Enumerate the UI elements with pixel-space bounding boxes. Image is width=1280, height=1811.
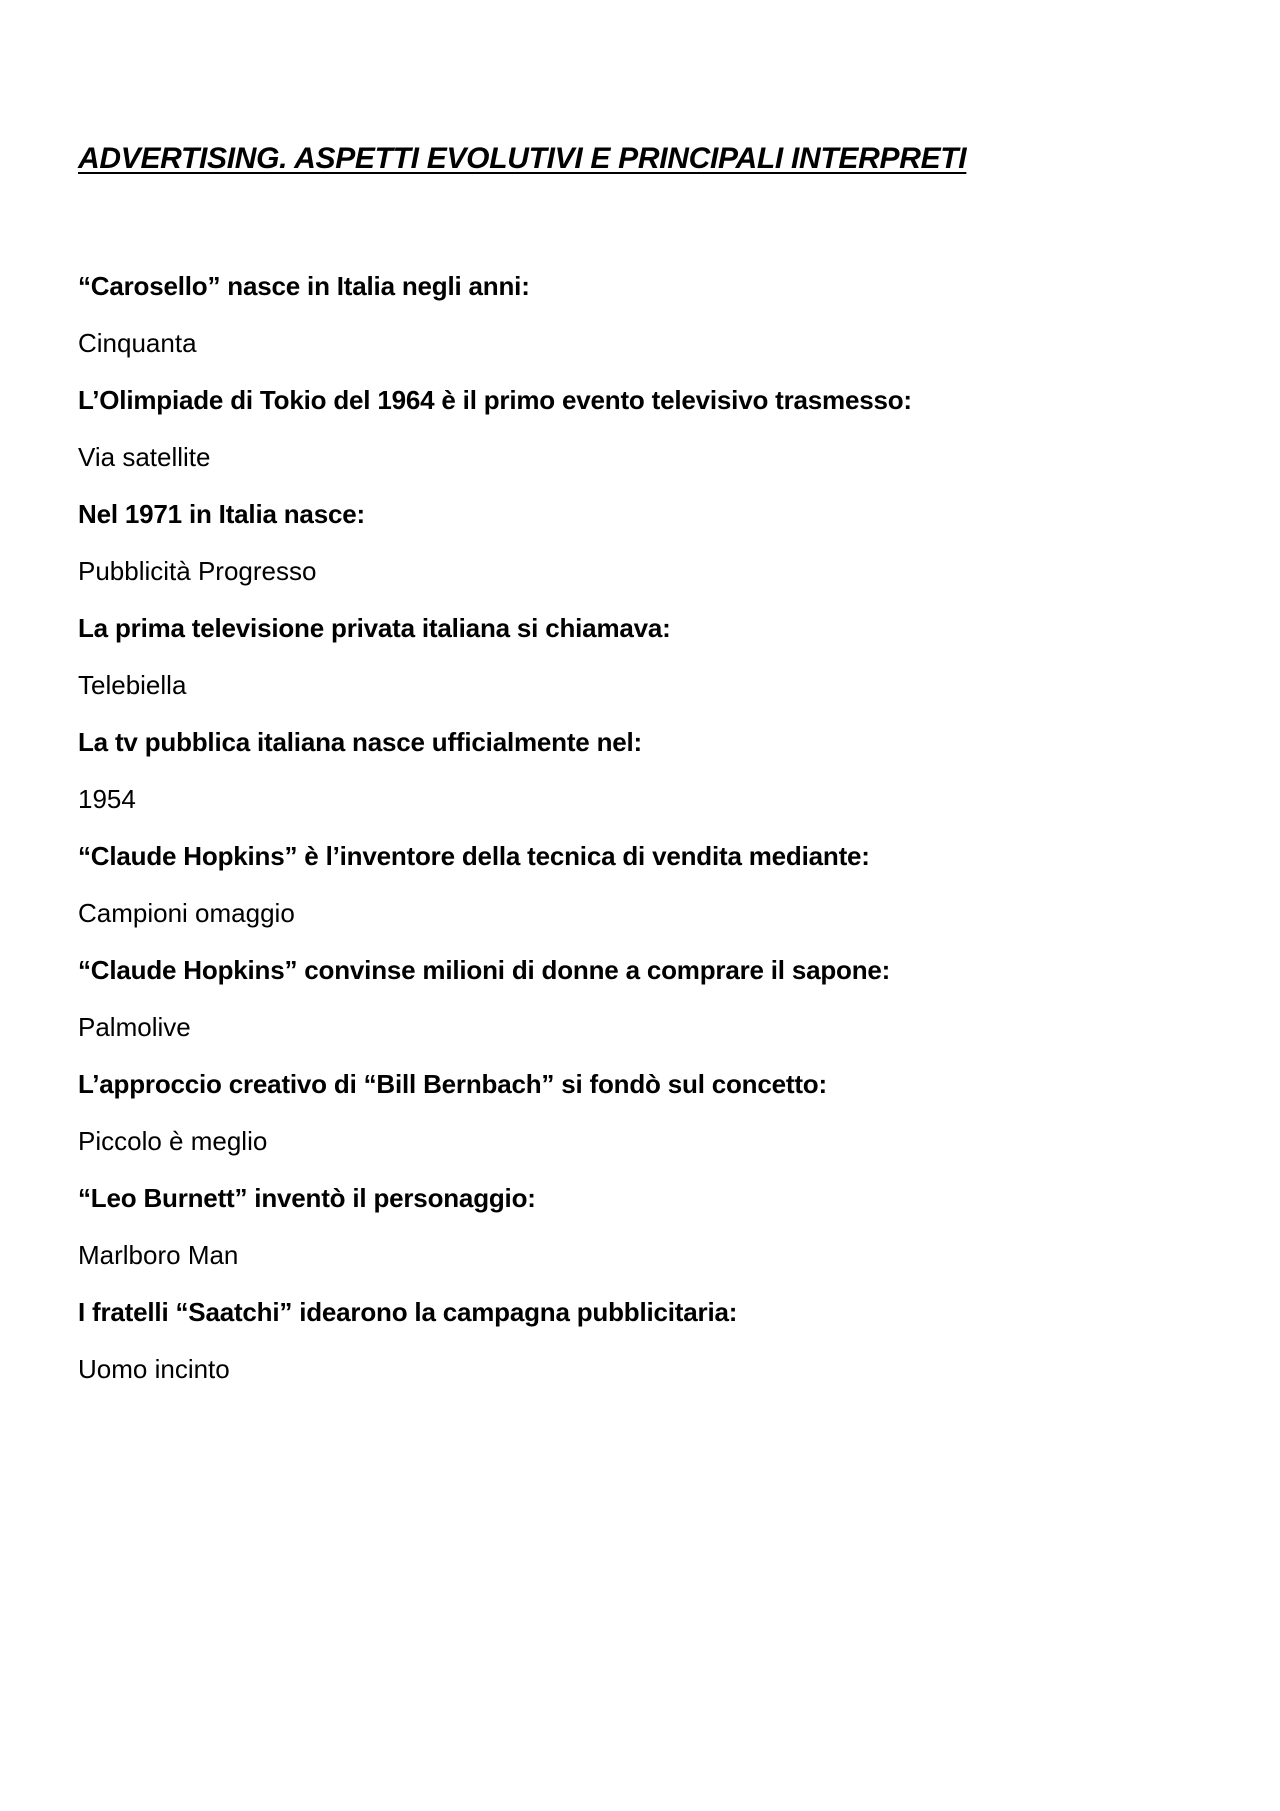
question-text: La tv pubblica italiana nasce ufficialmente nel: [78,727,642,757]
answer-text: Palmolive [78,1012,191,1042]
answer-text: Uomo incinto [78,1354,230,1384]
question-text: L’approccio creativo di “Bill Bernbach” si fondò sul concetto: [78,1069,827,1099]
question-text: “Claude Hopkins” è l’inventore della tecnica di vendita mediante: [78,841,870,871]
qa-item [78,493,1198,607]
question-text: “Claude Hopkins” convinse milioni di donne a comprare il sapone: [78,955,891,985]
qa-item [78,1291,1198,1405]
question-text: La prima televisione privata italiana si chiamava: [78,613,671,643]
question-text: L’Olimpiade di Tokio del 1964 è il primo evento televisivo trasmesso: [78,385,912,415]
qa-item [78,721,1198,835]
question-text: Nel 1971 in Italia nasce: [78,499,365,529]
qa-item [78,607,1198,721]
answer-text: Campioni omaggio [78,898,295,928]
answer-text: 1954 [78,784,136,814]
answer-text: Via satellite [78,442,211,472]
qa-item [78,1177,1198,1291]
answer-text: Cinquanta [78,328,197,358]
answer-text: Marlboro Man [78,1240,239,1270]
answer-text: Telebiella [78,670,187,700]
answer-text: Piccolo è meglio [78,1126,268,1156]
qa-item [78,835,1198,949]
qa-item [78,265,1198,379]
question-text: “Leo Burnett” inventò il personaggio: [78,1183,536,1213]
qa-item [78,949,1198,1063]
qa-item [78,1063,1198,1177]
answer-text: Pubblicità Progresso [78,556,317,586]
document-title: ADVERTISING. ASPETTI EVOLUTIVI E PRINCIPALI INTERPRETI [78,142,967,175]
qa-item [78,379,1198,493]
question-text: I fratelli “Saatchi” idearono la campagna pubblicitaria: [78,1297,738,1327]
question-text: “Carosello” nasce in Italia negli anni: [78,271,530,301]
question-answer-list [78,265,1198,1405]
